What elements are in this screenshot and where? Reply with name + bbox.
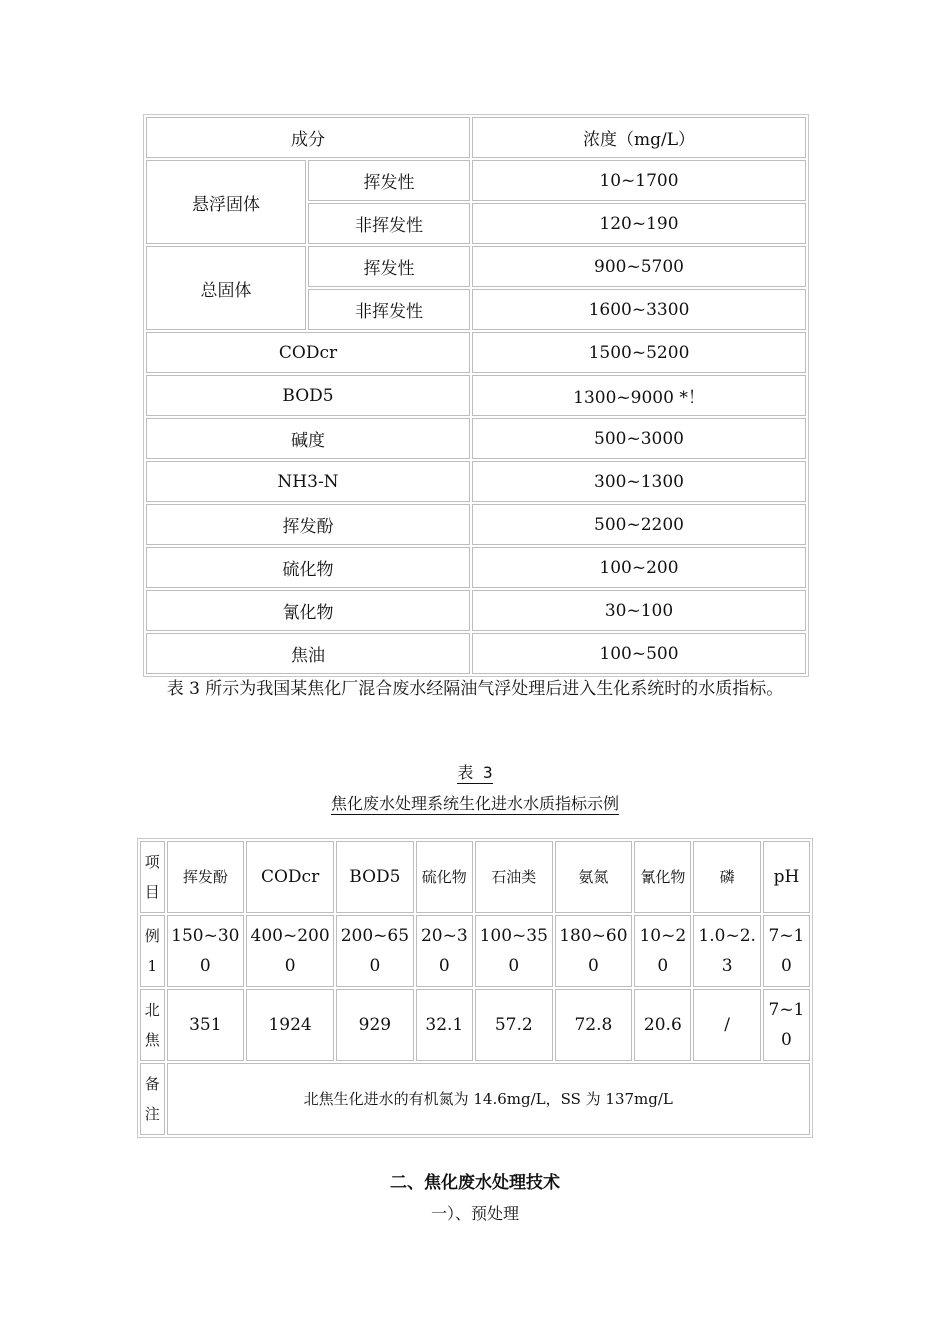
- value-cell: /: [693, 989, 760, 1061]
- table3-row-example: [140, 915, 810, 987]
- header-cell: CODcr: [246, 841, 334, 913]
- value-cell: 100~500: [472, 633, 806, 674]
- value-cell: 200~650: [336, 915, 414, 987]
- value-cell: 10~20: [634, 915, 691, 987]
- table-caption-title: 焦化废水处理系统生化进水水质指标示例: [330, 794, 619, 813]
- value-cell: 500~3000: [472, 418, 806, 459]
- row-label: 北焦: [140, 989, 165, 1061]
- value-cell: 1.0~2.3: [693, 915, 760, 987]
- sub-label: 非挥发性: [308, 203, 470, 244]
- value-cell: 72.8: [555, 989, 633, 1061]
- value-cell: 32.1: [416, 989, 473, 1061]
- value-cell: 929: [336, 989, 414, 1061]
- header-cell: 磷: [693, 841, 760, 913]
- header-cell: 硫化物: [416, 841, 473, 913]
- value-cell: 400~2000: [246, 915, 334, 987]
- sub-label: 挥发性: [308, 160, 470, 201]
- header-cell: 挥发酚: [167, 841, 245, 913]
- remark-label: 备注: [140, 1063, 165, 1135]
- table3-header-row: [140, 841, 810, 913]
- table-row: [146, 160, 806, 201]
- value-cell: 20~30: [416, 915, 473, 987]
- table-row: [146, 246, 806, 287]
- value-cell: 300~1300: [472, 461, 806, 502]
- row-name: CODcr: [146, 332, 470, 373]
- header-cell: 氰化物: [634, 841, 691, 913]
- table3-row-beijiao: [140, 989, 810, 1061]
- value-cell: 1600~3300: [472, 289, 806, 330]
- subsection-heading: 一）、预处理: [430, 1204, 519, 1223]
- row-name: NH3-N: [146, 461, 470, 502]
- composition-table: [143, 114, 809, 677]
- row-label: 例 1: [140, 915, 165, 987]
- remark-text: 北焦生化进水的有机氮为 14.6mg/L，SS 为 137mg/L: [167, 1063, 810, 1135]
- table-row: [146, 504, 806, 545]
- table-caption-label: 表 3: [457, 763, 493, 782]
- value-cell: 57.2: [475, 989, 553, 1061]
- value-cell: 7~10: [763, 989, 810, 1061]
- value-cell: 1300~9000 *！: [472, 375, 806, 416]
- body-paragraph: 表 3 所示为我国某焦化厂混合废水经隔油气浮处理后进入生化系统时的水质指标。: [166, 679, 784, 699]
- row-name: 挥发酚: [146, 504, 470, 545]
- table-row: [146, 461, 806, 502]
- header-cell: 氨氮: [555, 841, 633, 913]
- value-cell: 1500~5200: [472, 332, 806, 373]
- value-cell: 7~10: [763, 915, 810, 987]
- header-concentration: 浓度（mg/L）: [472, 117, 806, 158]
- value-cell: 900~5700: [472, 246, 806, 287]
- row-name: BOD5: [146, 375, 470, 416]
- header-cell: 项目: [140, 841, 165, 913]
- sub-label: 挥发性: [308, 246, 470, 287]
- header-cell: 石油类: [475, 841, 553, 913]
- table-row: [146, 547, 806, 588]
- value-cell: 180~600: [555, 915, 633, 987]
- table-header-row: [146, 117, 806, 158]
- value-cell: 100~350: [475, 915, 553, 987]
- row-name: 碱度: [146, 418, 470, 459]
- value-cell: 100~200: [472, 547, 806, 588]
- value-cell: 120~190: [472, 203, 806, 244]
- row-name: 氰化物: [146, 590, 470, 631]
- header-cell: pH: [763, 841, 810, 913]
- table3-row-remark: [140, 1063, 810, 1135]
- table-row: [146, 418, 806, 459]
- sub-label: 非挥发性: [308, 289, 470, 330]
- value-cell: 351: [167, 989, 245, 1061]
- value-cell: 30~100: [472, 590, 806, 631]
- header-component: 成分: [146, 117, 470, 158]
- value-cell: 150~300: [167, 915, 245, 987]
- table-row: [146, 633, 806, 674]
- group-name: 总固体: [146, 246, 306, 330]
- table-row: [146, 332, 806, 373]
- table-row: [146, 375, 806, 416]
- section-heading: 二、焦化废水处理技术: [390, 1173, 560, 1193]
- value-cell: 20.6: [634, 989, 691, 1061]
- value-cell: 500~2200: [472, 504, 806, 545]
- row-name: 硫化物: [146, 547, 470, 588]
- header-cell: BOD5: [336, 841, 414, 913]
- value-cell: 1924: [246, 989, 334, 1061]
- table-row: [146, 590, 806, 631]
- value-cell: 10~1700: [472, 160, 806, 201]
- influent-quality-table: [137, 838, 813, 1138]
- row-name: 焦油: [146, 633, 470, 674]
- group-name: 悬浮固体: [146, 160, 306, 244]
